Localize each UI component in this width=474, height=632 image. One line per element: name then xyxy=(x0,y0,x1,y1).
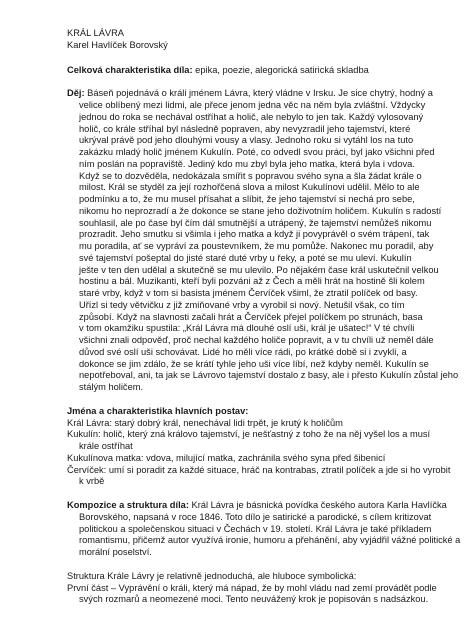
composition-line: morální poselství. xyxy=(79,547,152,557)
composition-line: romantismu, přičemž autor využívá ironie, humoru a přehánění, aby vyjádřil vážné politické a xyxy=(79,535,461,546)
composition-body xyxy=(67,511,461,559)
plot-line: ním poslán na popraviště. Jediný kdo mu zbyl byla jeho matka, která byla i vdova. xyxy=(79,158,415,169)
plot-line: staré vrby, když v tom si basista jménem Červíček všiml, že ztratil políček od basy. xyxy=(79,288,418,298)
overview-text: epika, poezie, alegorická satirická skladba xyxy=(192,64,369,75)
composition-first-line: Král Lávra je básnická povídka českého autora Karla Havlíčka xyxy=(188,500,447,510)
plot-line: dokonce se jim zdálo, že se krátí tyhle jeho uši více líbí, než kdyby neměl. Kukulín se xyxy=(79,358,429,369)
structure-paragraph xyxy=(67,570,437,606)
character-list xyxy=(67,417,451,489)
structure-line: Struktura Krále Lávry je relativně jednoduchá, ale hluboce symbolická: xyxy=(67,570,357,581)
plot-line: podmínku a to, že mu musel přísahat a slíbit, že jeho tajemství si nechá pro sebe, xyxy=(79,194,415,204)
plot-line: v tom okamžiku spustila: „Král Lávra má dlouhé oslí uši, král je ušatec!“ V té chvíli xyxy=(79,323,415,334)
character-line: Červíček: umí si poradit za každé situace, hráč na kontrabas, ztratil políček a jde si ho vyrobit xyxy=(67,464,451,475)
plot-line: nepotřeboval, ani, ta jak se Lávrovo tajemství dostalo z basy, ale i přesto Kukulín zůstal jeho xyxy=(79,370,459,381)
plot-line: ješte v ten den udělal a skutečně se mu ulevilo. Po nějakém čase král uskutečnil velkou xyxy=(79,264,439,275)
plot-line: jednou do roka se nechával ostříhat a holič, ale nebylo to jen tak. Každý vylosovaný xyxy=(79,111,424,122)
character-item xyxy=(67,418,414,430)
character-line: Kukulín: holič, který zná královo tajemství, je nešťastný z toho že na něj vyšel los a musí xyxy=(67,429,431,440)
composition-line: Borovského, napsaná v roce 1846. Toto dílo je satirické a parodické, s cílem kritizovat xyxy=(79,511,432,522)
character-line-continued: krále ostříhat xyxy=(79,441,133,451)
character-line: Kukulínova matka: vdova, milující matka, zachránila svého syna před šibenicí xyxy=(67,452,386,463)
plot-line: hostinu a bál. Muzikanti, kteří byli pozváni až z Čech a měli hrát na hostině šli kolem xyxy=(79,276,425,287)
plot-line: nikomu ho neprozradí a že dokonce se stane jeho doživotním holičem. Kukulín s radostí xyxy=(79,205,442,216)
plot-first-line: Báseň pojednává o králi jménem Lávra, který vládne v Irsku. Je sice chytrý, hodný a xyxy=(84,88,433,99)
plot-line: holič, co krále stříhal byl následně popraven, aby nevyzradil jeho tajemství, které xyxy=(79,123,411,134)
overview-paragraph xyxy=(67,65,414,77)
composition-line: politickou a společenskou situaci v Čechách v 19. století. Král Lávra je také příkladem xyxy=(79,523,432,534)
plot-line: zakázku mladý holič jménem Kukulín. Poté, co odvedl svou práci, byl jako všichni před xyxy=(79,147,435,157)
characters-heading: Jména a charakteristika hlavních postav: xyxy=(67,405,249,416)
composition-paragraph xyxy=(67,500,461,559)
character-item xyxy=(67,453,414,465)
structure-line: První část – Vyprávění o králi, který má nápad, že by mohl vládu nad zemí provádět podle xyxy=(67,582,437,593)
character-item xyxy=(67,464,451,489)
plot-line: prozradit. Jeho smutku si všimla i jeho matka a když ji povyprávěl o svém trápení, tak xyxy=(79,229,430,240)
plot-line: Uřízl si tedy větvičku z již zmiňované vrby a vyrobil si nový. Netušil však, co tím xyxy=(79,299,405,310)
plot-line: ukrýval právě pod jeho dlouhými vousy a vlasy. Jednoho roku si vytáhl los na tuto xyxy=(79,135,414,146)
plot-line: způsobí. Když na slavnosti začali hrát a Červíček přejel políčkem po strunách, basa xyxy=(79,311,423,322)
characters-section xyxy=(67,405,451,488)
structure-line: svých rozmarů a neomezené moci. Tento neuvážený krok je popisován s nadsázkou. xyxy=(79,594,429,605)
plot-line: souhlasil, ale po čase byl čím dál smutnější a utrápený, že tajemství nemůžeš nikomu xyxy=(79,217,432,228)
document-title: KRÁL LÁVRA xyxy=(67,28,125,38)
plot-line: mu poradila, ať se vypráví za poustevníkem, že mu pomůže. Nakonec mu poradil, aby xyxy=(79,241,434,251)
plot-line: své tajemství pošeptal do jisté staré duté vrby u řeky, a poté se mu uleví. Kukulín xyxy=(79,252,412,263)
plot-line: stálým holičem. xyxy=(79,382,144,392)
plot-label: Děj: xyxy=(67,88,85,99)
character-item xyxy=(67,429,431,453)
plot-body xyxy=(67,100,459,394)
plot-line: důvod své oslí uši schovávat. Lidé ho měli více rádi, po krátké době si i zvykli, a xyxy=(79,346,407,357)
plot-paragraph xyxy=(67,88,459,394)
overview-label: Celková charakteristika díla: xyxy=(67,64,193,75)
plot-line: milost. Král se styděl za její rozhořčená slova a milost Kukulínovi udělil. Mělo to ale xyxy=(79,182,420,193)
composition-label: Kompozice a struktura díla: xyxy=(67,500,189,510)
plot-line: velice oblíbený mezi lidmi, ale přece jenom jedna věc na něm byla zvláštní. Vždycky xyxy=(79,100,426,110)
document-author: Karel Havlíček Borovský xyxy=(67,39,168,50)
character-line: Král Lávra: starý dobrý král, nenechával lidi trpět, je krutý k holičům xyxy=(67,417,343,428)
title-block xyxy=(67,28,414,52)
plot-line: Když se to dozvěděla, nedokázala smířit s popravou svého syna a šla žádat krále o xyxy=(79,170,422,181)
plot-line: všichni znali odpověď, proč nechal každého holiče popravit, a v tu chvíli už neměl dále xyxy=(79,335,434,345)
character-line-continued: k vrbě xyxy=(79,476,105,487)
